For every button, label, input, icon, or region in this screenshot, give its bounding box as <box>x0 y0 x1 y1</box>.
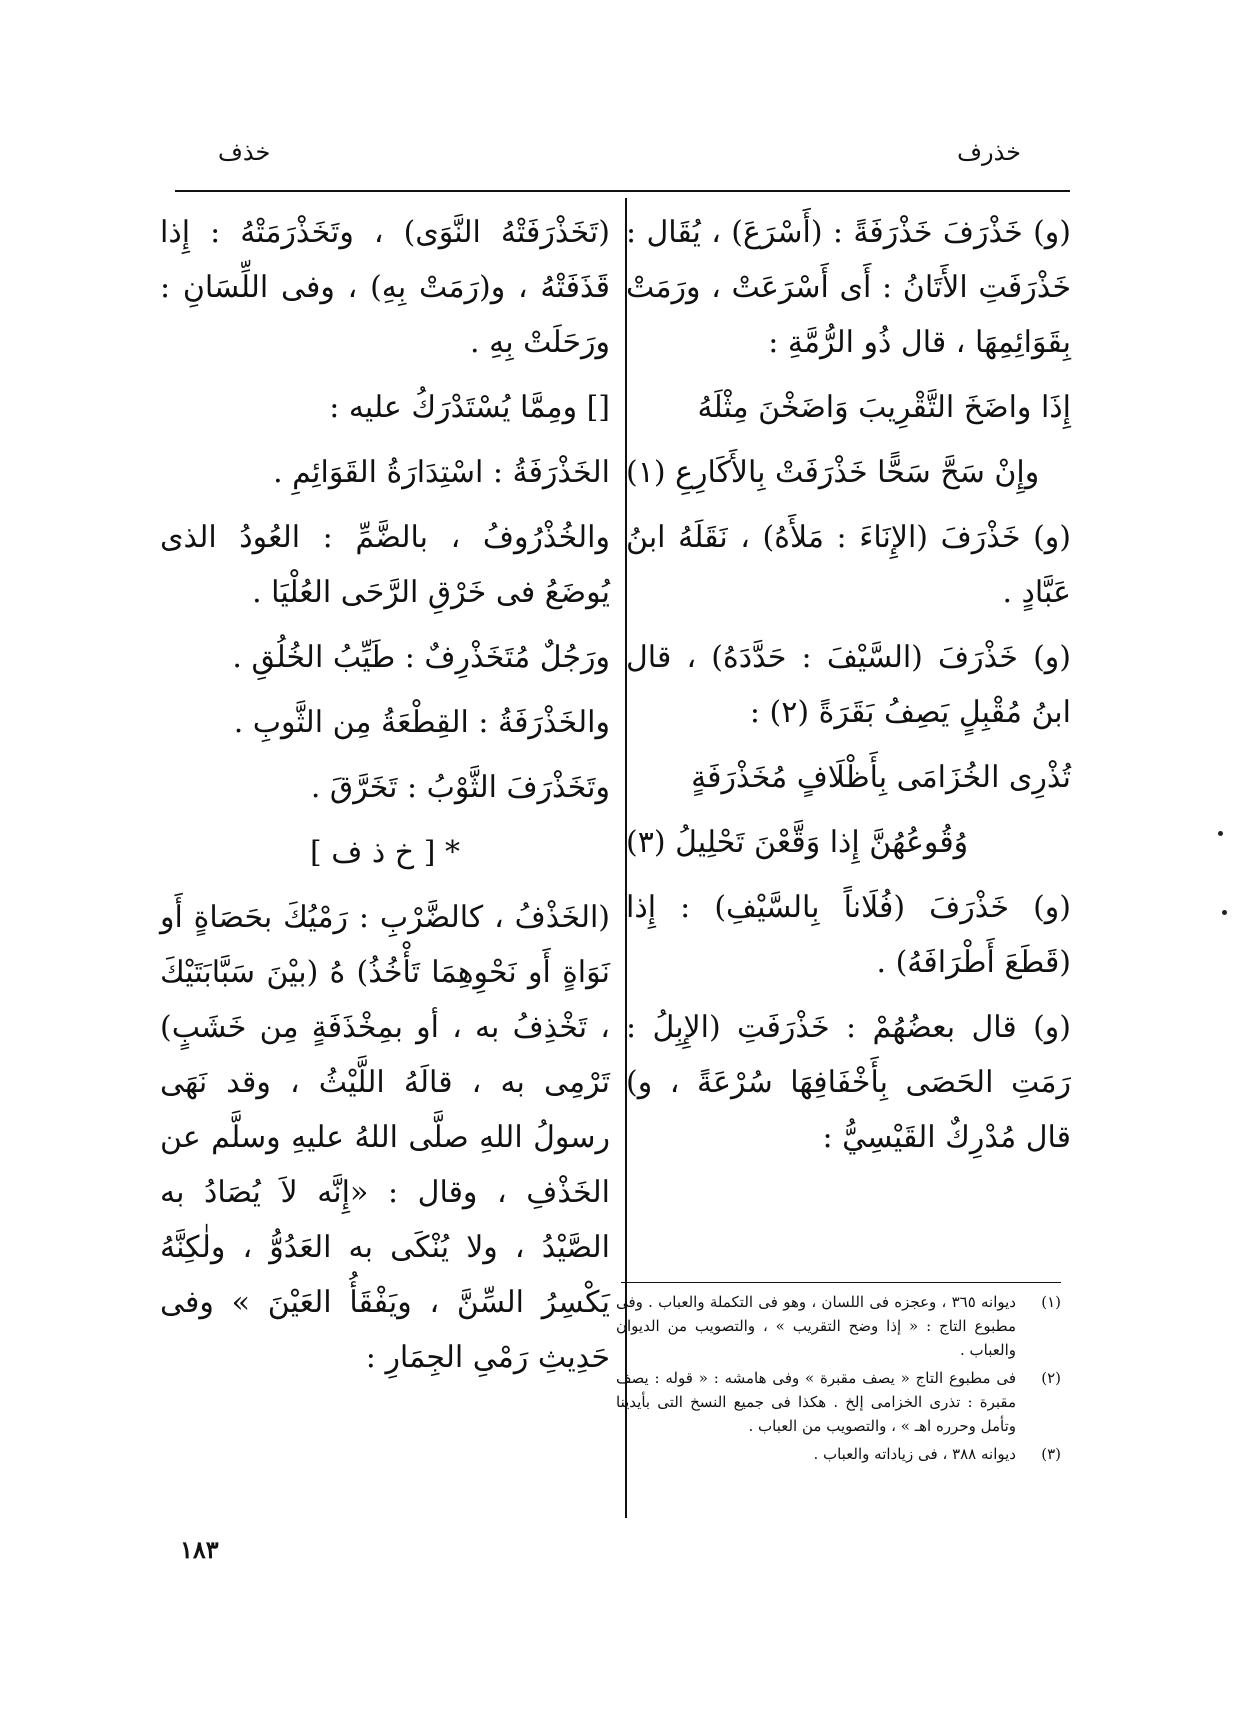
entry-paragraph: (و) خَذْرَفَ (السَّيْفَ : حَدَّدَهُ) ، قال ابنُ مُقْبِلٍ يَصِفُ بَقَرَةً (٢) : <box>626 640 1071 730</box>
page-number: ١٨٣ <box>180 1535 219 1564</box>
entry-paragraph: والخَذْرَفَةُ : القِطْعَةُ مِن الثَّوبِ . <box>233 705 610 740</box>
entry-paragraph: (الخَذْفُ ، كالضَّرْبِ : رَمْيُكَ بحَصَاةٍ أَو نَوَاةٍ أَو نَحْوِهِمَا تَأْخُذُ) هُ (بيْنَ سَبَّابَتَيْكَ ، تَخْذِفُ به ، أو بمِخْذَفَةٍ مِن خَشَبٍ) تَرْمِى به ، قالَهُ اللَّيْثُ ، وقد نَهَى رسولُ اللهِ صلَّى اللهُ عليهِ وسلَّم عن الخَذْفِ ، وقال : «إِنَّه لاَ يُصَادُ به الصَّيْدُ ، ولا يُنْكَى به العَدُوُّ ، ولٰكِنَّهُ يَكْسِرُ السِّنَّ ، ويَفْقَأُ العَيْنَ » وفى حَدِيثِ رَمْىِ الجِمَارِ : <box>160 900 610 1375</box>
root-heading: * [ خ ذ ف ] <box>310 835 460 870</box>
footnote-text: ديوانه ٣٦٥ ، وعجزه فى اللسان ، وهو فى التكملة والعباب . وفى مطبوع التاج : « إذا وضح التقريب » ، والتصويب من الديوان والعباب . <box>616 1293 1016 1359</box>
verse-line: تُذْرِى الخُزَامَى بِأَظْلَافٍ مُخَذْرَفَةٍ <box>691 760 1071 795</box>
entry-paragraph: (تَخَذْرَفَتْهُ النَّوَى) ، وتَخَذْرَمَتْهُ : إِذا قَذَفَتْهُ ، و(رَمَتْ بِهِ) ، وفى اللِّسَانِ : ورَحَلَتْ بِهِ . <box>160 215 610 360</box>
footnote-text: ديوانه ٣٨٨ ، فى زياداته والعباب . <box>813 1445 1016 1463</box>
verse-line: إِذَا واضَخَ التَّقْرِيبَ وَاضَخْنَ مِثْلَهُ <box>697 390 1071 425</box>
footnote-text: فى مطبوع التاج « يصف مقبرة » وفى هامشه : « قوله : يصف مقبرة : تذرى الخزامى إلخ . هكذا فى جميع النسخ التى بأيدينا وتأمل وحرره اهـ » ، والتصويب من العباب . <box>616 1369 1016 1435</box>
entry-paragraph: (و) خَذْرَفَ (الإِنَاءَ : مَلأَهُ) ، نَقَلَهُ ابنُ عَبَّادٍ . <box>626 520 1071 610</box>
footnote-rule <box>621 1282 1061 1283</box>
footnote <box>616 1366 1061 1438</box>
entry-paragraph: (و) خَذْرَفَ خَذْرَفَةً : (أَسْرَعَ) ، يُقَال : خَذْرَفَتِ الأَتَانُ : أَى أَسْرَعَتْ ، ورَمَتْ بِقَوَائِمِهَا ، قال ذُو الرُّمَّةِ : <box>626 215 1071 360</box>
running-head-right: خذرف <box>957 138 1021 166</box>
footnote-number: (٢) <box>1041 1369 1061 1387</box>
entry-paragraph: (و) قال بعضُهُمْ : خَذْرَفَتِ (الإِبِلُ : رَمَتِ الحَصَى بِأَخْفَافِهَا سُرْعَةً ، و) قال مُدْرِكٌ القَيْسِيُّ : <box>626 1010 1071 1155</box>
footnote <box>616 1290 1061 1362</box>
right-column <box>626 205 1071 1175</box>
verse-line: وإِنْ سَحَّ سَحًّا خَذْرَفَتْ بِالأَكَارِعِ (١) <box>626 455 1040 490</box>
margin-speck <box>1218 831 1223 836</box>
margin-speck <box>1222 910 1227 915</box>
footnote-number: (١) <box>1041 1293 1061 1311</box>
entry-paragraph: والخُذْرُوفُ ، بالضَّمِّ : العُودُ الذى يُوضَعُ فى خَرْقِ الرَّحَى العُلْيَا . <box>160 520 610 610</box>
footnote-number: (٣) <box>1041 1445 1061 1463</box>
entry-paragraph: وتَخَذْرَفَ الثَّوْبُ : تَخَرَّقَ . <box>310 770 610 805</box>
entry-paragraph: (و) خَذْرَفَ (فُلَاناً بِالسَّيْفِ) : إِذا (قَطَعَ أَطْرَافَهُ) . <box>626 890 1071 980</box>
footnotes <box>616 1290 1061 1470</box>
footnote <box>616 1442 1061 1466</box>
entry-paragraph: ورَجُلٌ مُتَخَذْرِفٌ : طَيِّبُ الخُلُقِ . <box>232 640 610 675</box>
header-rule <box>175 190 1070 192</box>
entry-paragraph: الخَذْرَفَةُ : اسْتِدَارَةُ القَوَائِمِ . <box>273 455 610 490</box>
running-head-left: خذف <box>218 138 271 166</box>
left-column <box>160 205 610 1395</box>
mustadrak-heading: [] ومِمَّا يُسْتَدْرَكُ عليه : <box>329 390 610 425</box>
verse-line: وُقُوعُهُنَّ إِذا وَقَّعْنَ تَحْلِيلُ (٣) <box>626 825 969 860</box>
